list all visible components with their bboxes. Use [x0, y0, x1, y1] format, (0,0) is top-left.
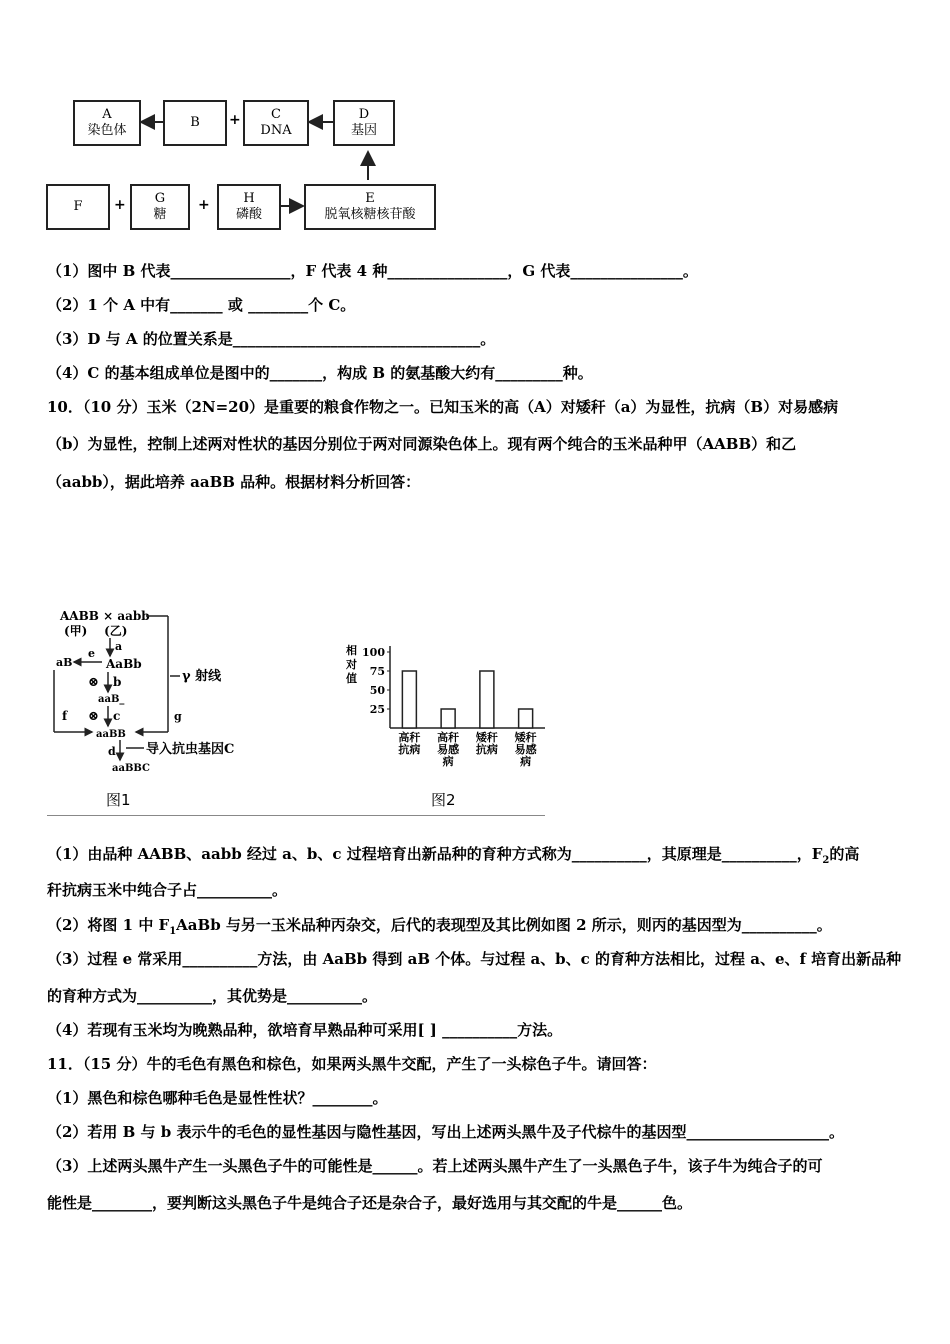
q10-p1-sub: 2 [822, 855, 830, 866]
plus-g-h: + [198, 197, 210, 213]
box-h [217, 184, 281, 230]
q9-line-1: （1）图中 B 代表________________，F 代表 4 种________________，G 代表_______________。 [47, 262, 698, 280]
fig1-aabbc: aaBBC [112, 763, 151, 774]
q10-p3-line-2: 的育种方式为__________，其优势是__________。 [47, 987, 378, 1005]
box-b-letter: B [190, 115, 200, 130]
figure-2-bar-chart [330, 630, 560, 780]
figure-1-breeding-scheme [40, 600, 300, 820]
q11-line-2: （1）黑色和棕色哪种毛色是显性性状？________。 [47, 1089, 388, 1107]
box-e [304, 184, 436, 230]
q9-line-2: （2）1 个 A 中有_______ 或 ________个 C。 [47, 296, 356, 314]
fig1-cross: AABB × aabb [60, 609, 150, 623]
box-h-letter: H [243, 191, 255, 206]
q10-p2-text-b: AaBb 与另一玉米品种丙杂交，后代的表现型及其比例如图 2 所示，则丙的基因型为__________。 [176, 916, 832, 934]
q11-line-1: 11．（15 分）牛的毛色有黑色和棕色，如果两头黑牛交配，产生了一头棕色子牛。请回答： [47, 1055, 657, 1073]
fig1-step-b: b [113, 675, 122, 689]
fig2-category-label: 矮秆 [514, 731, 537, 744]
q9-line-4: （4）C 的基本组成单位是图中的_______，构成 B 的氨基酸大约有_________种。 [47, 364, 593, 382]
q11-line-4: （3）上述两头黑牛产生一头黑色子牛的可能性是______。若上述两头黑牛产生了一头黑色子牛，该子牛为纯合子的可 [47, 1157, 823, 1175]
fig2-ytick-label: 25 [369, 703, 385, 716]
fig2-category-label: 易感 [437, 743, 460, 756]
fig2-bar [519, 709, 533, 728]
fig2-category-label: 矮秆 [475, 731, 498, 744]
box-d-letter: D [358, 107, 370, 122]
box-d-text: 基因 [350, 123, 377, 138]
q9-line-3: （3）D 与 A 的位置关系是_________________________________。 [47, 330, 496, 348]
fig2-category-label: 易感 [514, 743, 537, 756]
fig2-ytick-label: 100 [362, 646, 385, 659]
fig1-f1: AaBb [106, 657, 142, 671]
fig1-ab: aB [56, 656, 73, 669]
box-c-letter: C [271, 107, 281, 122]
fig2-category-label: 抗病 [475, 743, 498, 756]
box-c-text: DNA [260, 123, 292, 138]
box-e-letter: E [365, 191, 375, 206]
q10-p2-line [47, 915, 832, 942]
box-a-text: 染色体 [87, 123, 127, 138]
fig1-aabb: aaBB [96, 729, 126, 740]
q10-p1-text-b: 的高 [829, 845, 860, 863]
fig2-bar [480, 671, 494, 728]
fig1-step-a: a [115, 640, 123, 653]
fig1-parents: (甲) (乙) [64, 624, 128, 638]
fig1-gamma-rays: γ 射线 [182, 669, 222, 684]
fig2-category-label: 高秆 [437, 731, 460, 744]
box-b [163, 100, 227, 146]
fig2-bar [441, 709, 455, 728]
q10-p1-line-2: 秆抗病玉米中纯合子占__________。 [47, 881, 288, 899]
q10-p1-line-1 [47, 844, 859, 871]
fig2-category-label: 病 [442, 755, 454, 768]
fig2-ytick-label: 75 [369, 665, 385, 678]
q10-p4-line: （4）若现有玉米均为晚熟品种，欲培育早熟品种可采用[ ] __________方法。 [47, 1021, 563, 1039]
figure-1-caption: 图1 [106, 791, 131, 809]
q10-line-3: （aabb），据此培养 aaBB 品种。根据材料分析回答： [47, 473, 421, 491]
fig2-ylabel-3: 值 [346, 672, 357, 685]
q11-line-3: （2）若用 B 与 b 表示牛的毛色的显性基因与隐性基因，写出上述两头黑牛及子代棕牛的基因型___________________。 [47, 1123, 844, 1141]
box-a [73, 100, 141, 146]
plus-b-c: + [229, 112, 241, 128]
fig1-step-c: c [113, 709, 121, 723]
figure-2-caption: 图2 [431, 791, 456, 809]
fig1-step-d: d [108, 745, 116, 758]
box-f-letter: F [73, 199, 83, 214]
fig1-self-2: ⊗ [88, 709, 99, 724]
fig2-category-label: 病 [520, 755, 532, 768]
fig1-step-f: f [62, 709, 68, 723]
fig2-category-label: 高秆 [398, 731, 421, 744]
box-f [46, 184, 110, 230]
box-g [130, 184, 190, 230]
box-g-letter: G [154, 191, 166, 206]
q10-line-2: （b）为显性，控制上述两对性状的基因分别位于两对同源染色体上。现有两个纯合的玉米品种甲（AABB）和乙 [47, 435, 797, 453]
box-a-letter: A [102, 107, 112, 122]
q11-line-5: 能性是________，要判断这头黑色子牛是纯合子还是杂合子，最好选用与其交配的牛是______色。 [47, 1194, 693, 1212]
box-h-text: 磷酸 [235, 207, 262, 222]
box-c [243, 100, 309, 146]
fig2-category-label: 抗病 [398, 743, 421, 756]
q10-p2-sub: 1 [169, 926, 177, 937]
fig1-aab: aaB_ [98, 694, 125, 705]
box-e-text: 脱氧核糖核苷酸 [324, 207, 416, 222]
fig2-ylabel-1: 相 [346, 644, 357, 657]
fig1-step-g: g [174, 710, 182, 723]
q10-line-1: 10．（10 分）玉米（2N=20）是重要的粮食作物之一。已知玉米的高（A）对矮秆（a）为显性，抗病（B）对易感病 [47, 398, 839, 416]
q10-p1-text-a: （1）由品种 AABB、aabb 经过 a、b、c 过程培育出新品种的育种方式称为__________，其原理是__________，F [47, 845, 823, 863]
fig1-self-1: ⊗ [88, 675, 99, 690]
fig2-bar [402, 671, 416, 728]
fig2-ylabel-2: 对 [346, 658, 357, 671]
plus-f-g: + [114, 197, 126, 213]
figures-underline [47, 815, 545, 816]
box-g-text: 糖 [153, 207, 167, 222]
q10-p3-line-1: （3）过程 e 常采用__________方法，由 AaBb 得到 aB 个体。与过程 a、b、c 的育种方法相比，过程 a、e、f 培育出新品种 [47, 950, 902, 968]
box-d [333, 100, 395, 146]
fig1-gene-c: 导入抗虫基因C [146, 742, 235, 757]
fig1-step-e: e [88, 647, 95, 660]
q10-p2-text-a: （2）将图 1 中 F [47, 916, 170, 934]
fig2-ytick-label: 50 [369, 684, 385, 697]
